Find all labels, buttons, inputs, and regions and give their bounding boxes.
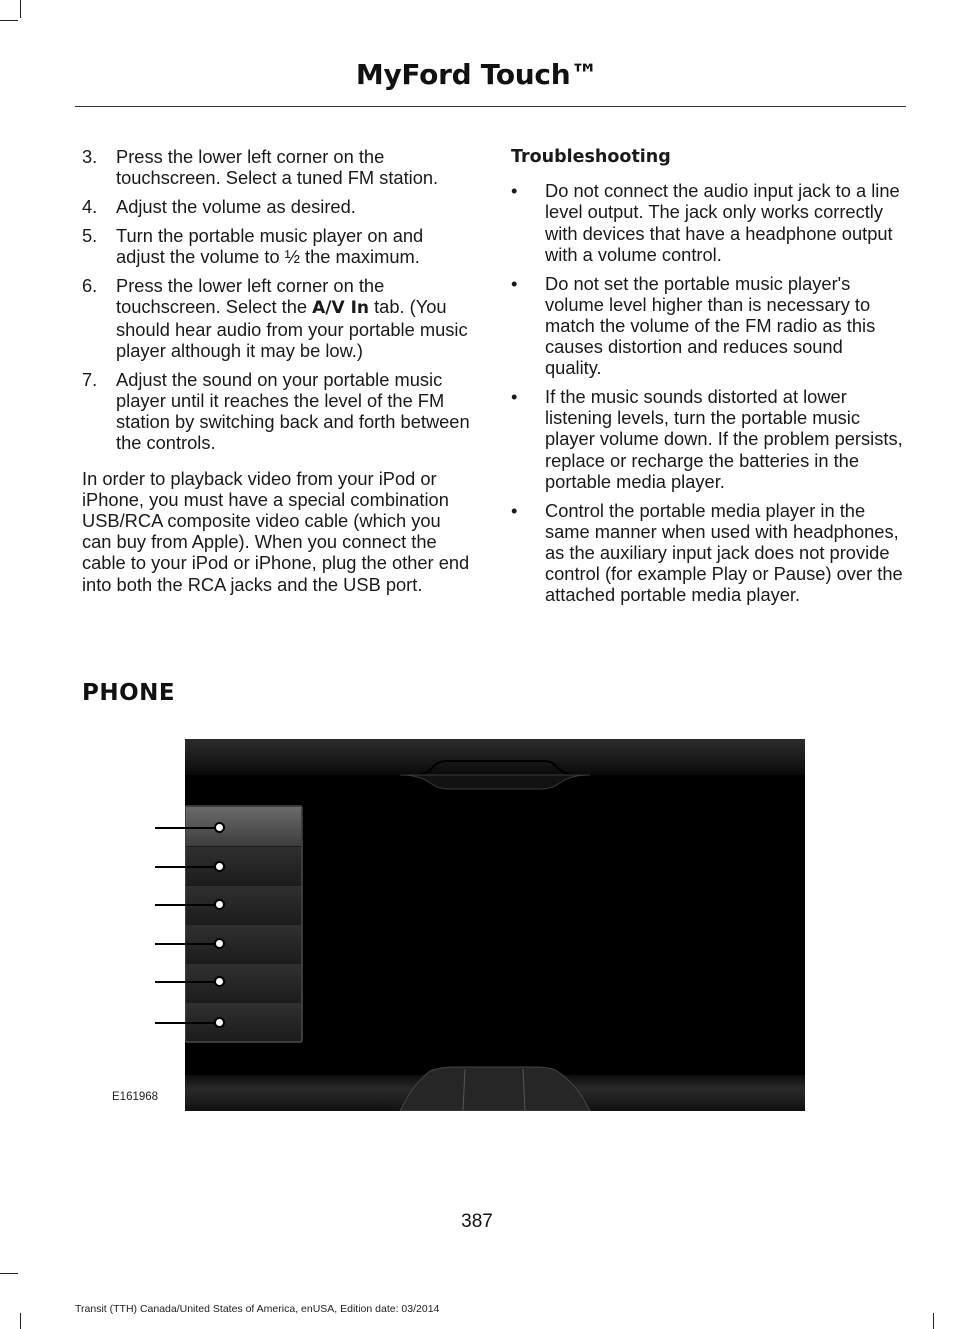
callout-ring — [214, 938, 225, 949]
phone-screen-figure — [185, 739, 805, 1111]
callout-line — [155, 981, 217, 983]
step-6 — [82, 275, 474, 362]
step-number: 3. — [82, 146, 98, 167]
bullet-symbol: • — [511, 272, 518, 294]
av-in-tab-label: A/V In — [312, 297, 370, 318]
callout-line — [155, 943, 217, 945]
callout-ring — [214, 861, 225, 872]
crop-mark-top-left-vertical — [20, 0, 21, 18]
step-text: Press the lower left corner on the touchscreen. Select a tuned FM station. — [116, 146, 439, 189]
bottom-notch — [400, 1067, 590, 1111]
callout-4 — [155, 938, 230, 950]
step-number: 4. — [82, 195, 98, 217]
bullet-item — [511, 273, 903, 379]
callout-markers — [155, 810, 230, 1040]
callout-line — [155, 904, 217, 906]
step-5 — [82, 225, 474, 267]
step-text-part: Press the lower left corner on the touchscreen. Select the — [116, 274, 385, 317]
bullet-item — [511, 180, 903, 265]
crop-mark-top-left-horizontal — [0, 20, 18, 21]
step-4 — [82, 196, 474, 217]
callout-3 — [155, 899, 230, 911]
callout-1 — [155, 822, 230, 834]
page-number: 387 — [461, 1211, 493, 1232]
top-bar — [185, 739, 805, 775]
bullet-text: Control the portable media player in the same manner when used with headphones, as the auxiliary input jack does not provide control (for example Play or Pause) over the attached portable media player. — [545, 499, 903, 606]
figure-id: E161968 — [112, 1091, 159, 1103]
bullet-text: If the music sounds distorted at lower listening levels, turn the portable music player volume down. If the problem persists, replace or recharge the batteries in the portable media player. — [545, 386, 903, 492]
troubleshooting-heading: Troubleshooting — [511, 147, 671, 167]
bullet-text: Do not connect the audio input jack to a line level output. The jack only works correctly with devices that have a headphone output with a volume control. — [545, 180, 900, 265]
step-text: Turn the portable music player on and adjust the volume to ½ the maximum. — [116, 224, 424, 267]
crop-mark-bottom-right-vertical — [933, 1313, 934, 1329]
callout-line — [155, 866, 217, 868]
callout-ring — [214, 1017, 225, 1028]
step-text — [116, 275, 468, 362]
step-number: 6. — [82, 274, 98, 296]
page-title: MyFord Touch™ — [355, 58, 599, 91]
step-7 — [82, 369, 474, 454]
header-divider — [75, 106, 906, 107]
step-number: 5. — [82, 224, 98, 246]
footer-edition: Transit (TTH) Canada/United States of America, enUSA, Edition date: 03/2014 — [75, 1303, 440, 1315]
callout-ring — [214, 899, 225, 910]
callout-5 — [155, 976, 230, 988]
step-3 — [82, 146, 474, 188]
crop-mark-bottom-left-horizontal — [0, 1273, 18, 1274]
callout-ring — [214, 822, 225, 833]
left-column — [82, 146, 474, 595]
callout-line — [155, 827, 217, 829]
right-column — [511, 146, 903, 613]
callout-6 — [155, 1017, 230, 1029]
step-text: Adjust the sound on your portable music player until it reaches the level of the FM station by switching back and forth between the controls. — [116, 368, 470, 454]
callout-ring — [214, 976, 225, 987]
bullet-text: Do not set the portable music player's volume level higher than is necessary to match the volume of the FM radio as this causes distortion and reduces sound quality. — [545, 272, 876, 379]
crop-mark-bottom-left-vertical — [20, 1313, 21, 1329]
bullet-item — [511, 386, 903, 492]
step-text: Adjust the volume as desired. — [116, 195, 356, 217]
callout-2 — [155, 861, 230, 873]
bullet-symbol: • — [511, 180, 518, 202]
bullet-symbol: • — [511, 499, 518, 521]
bullet-item — [511, 500, 903, 606]
video-playback-paragraph: In order to playback video from your iPod or iPhone, you must have a special combination USB/RCA composite video cable (which you can buy from Apple). When you connect the cable to your iPod or iPhone, plug the other end into both the RCA jacks and the USB port. — [82, 467, 470, 595]
bullet-symbol: • — [511, 386, 518, 408]
phone-section-heading: PHONE — [82, 680, 176, 706]
touchscreen-illustration — [185, 739, 805, 1111]
callout-line — [155, 1022, 217, 1024]
step-text-part: tab. (You should hear audio from your portable music player although it may be low.) — [116, 295, 468, 362]
step-number: 7. — [82, 368, 98, 390]
